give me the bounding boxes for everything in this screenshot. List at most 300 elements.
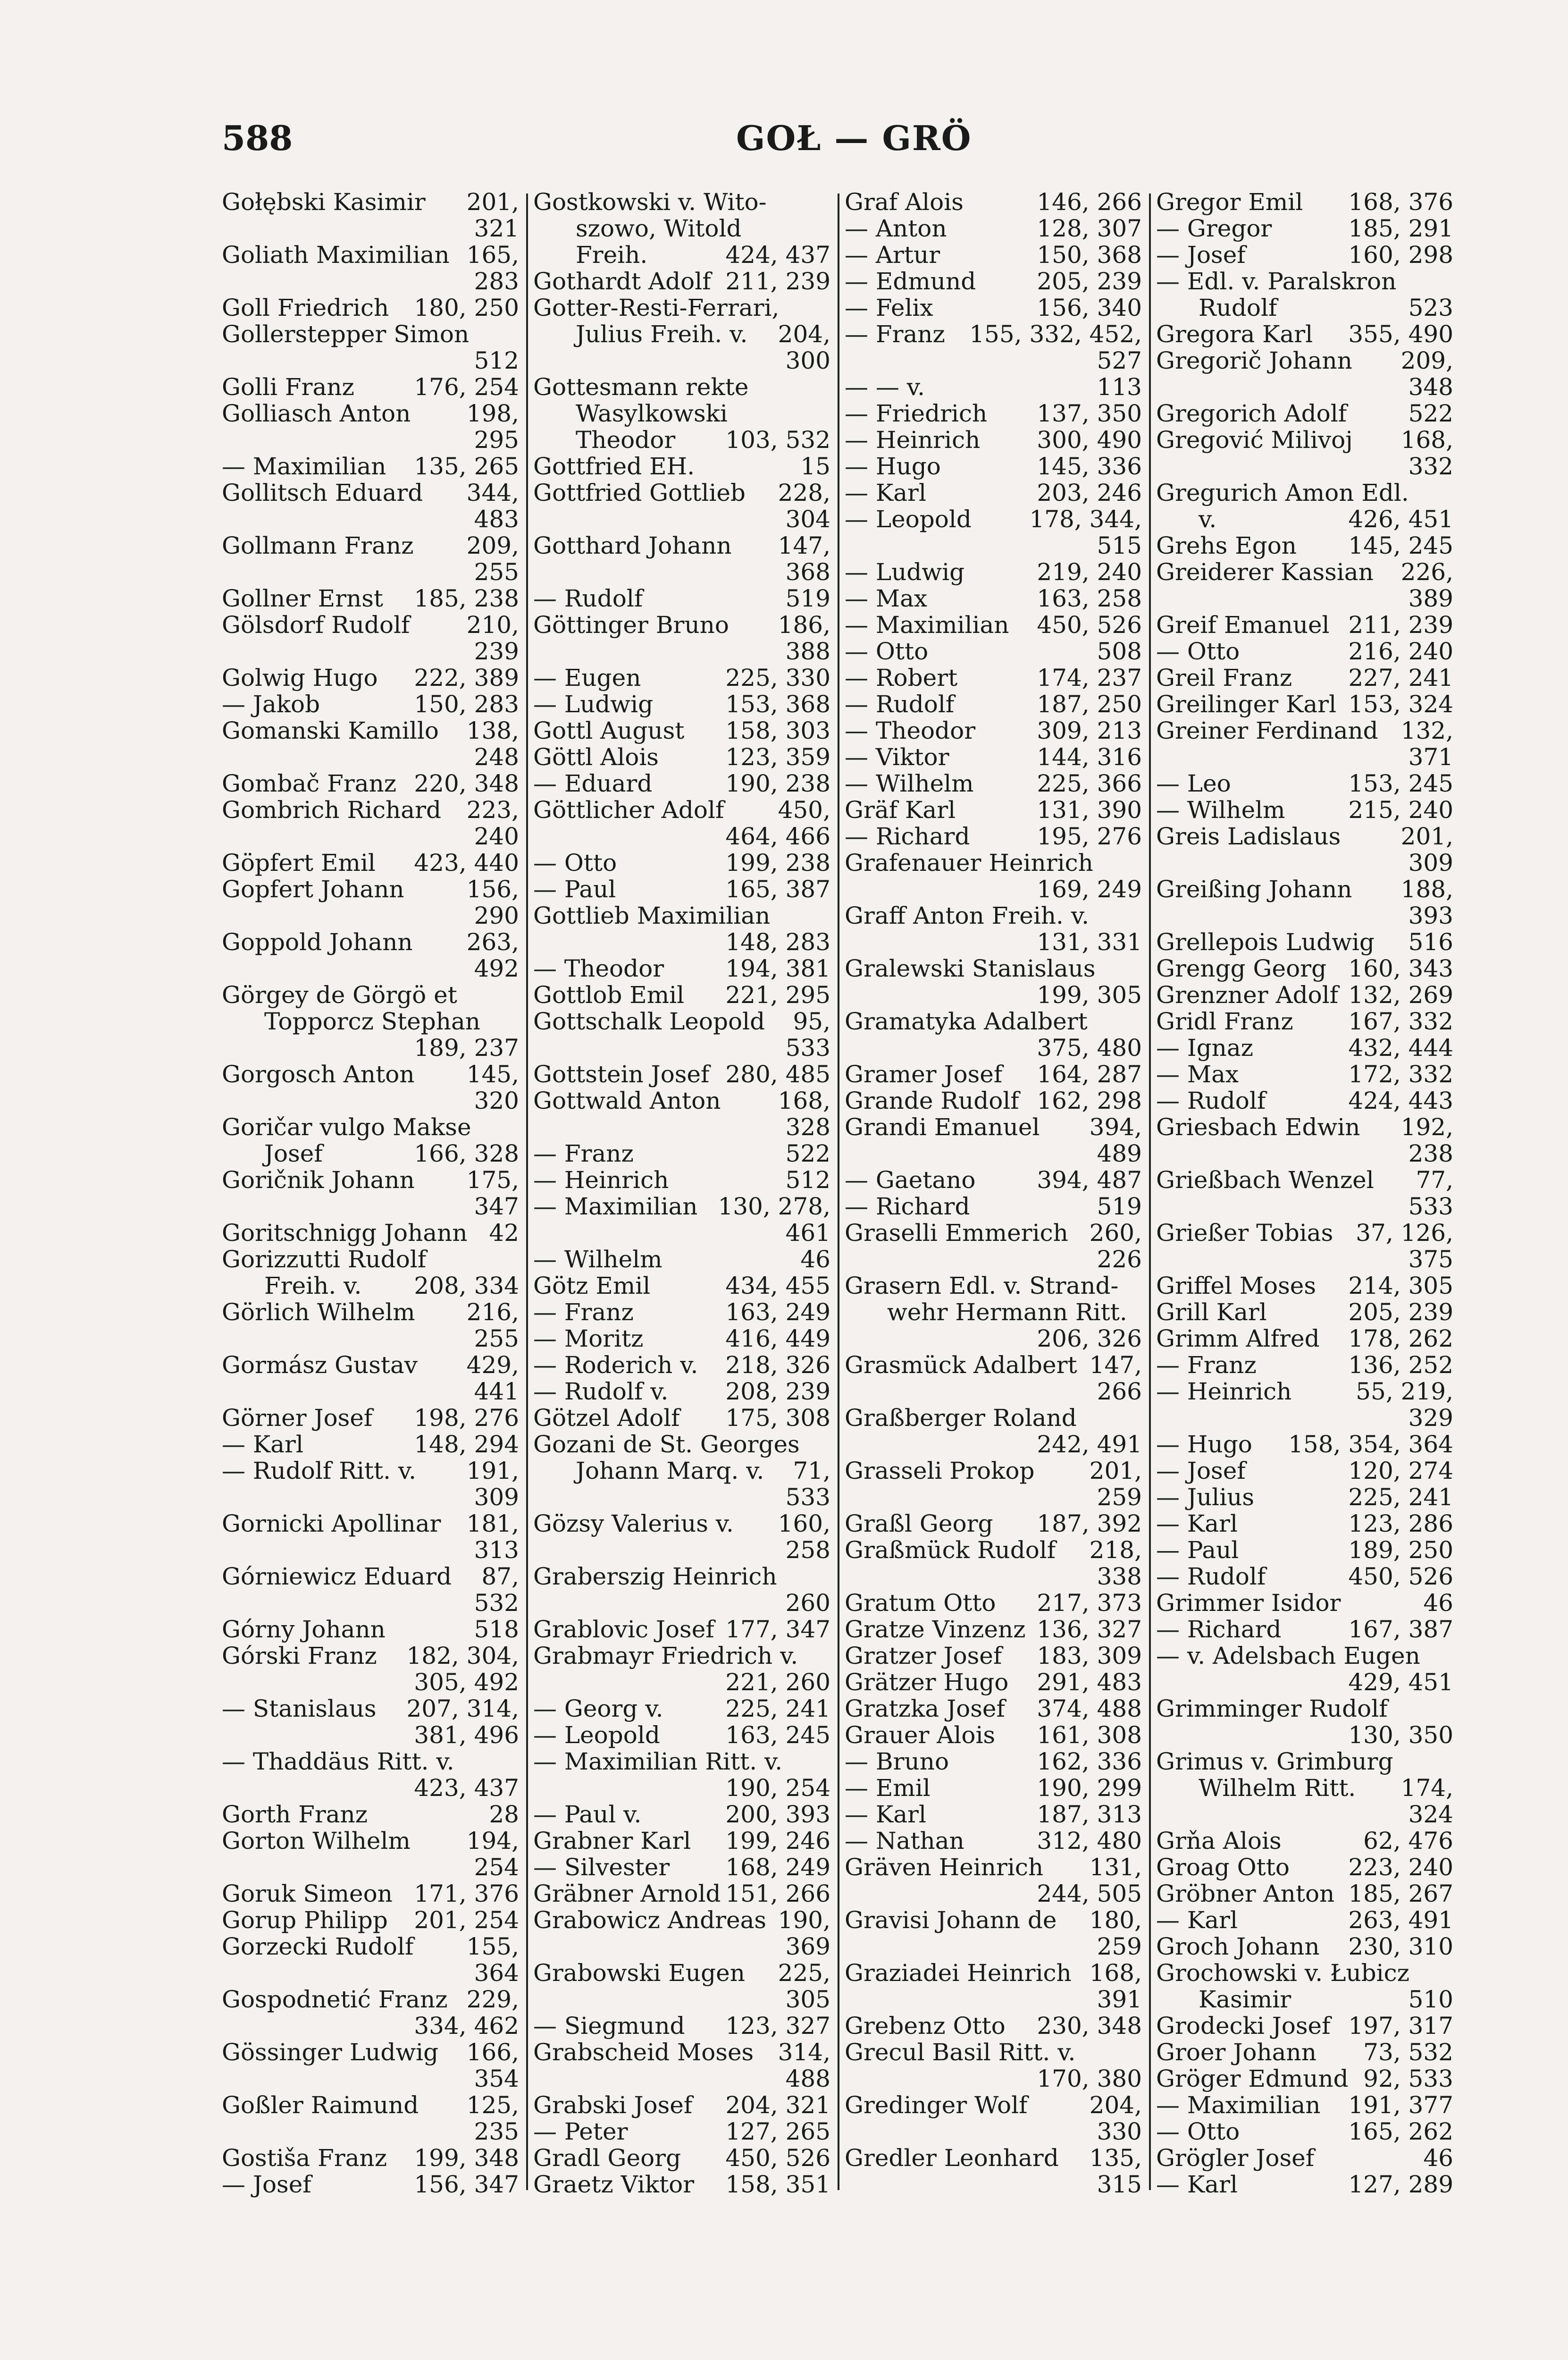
index-entry — [845, 1695, 1147, 1722]
entry-pages: 214, 305 — [1348, 1272, 1453, 1299]
entry-pages: 55, 219, — [1356, 1378, 1453, 1405]
index-entry — [222, 532, 524, 559]
index-entry — [845, 559, 1147, 585]
entry-name: — Felix — [845, 294, 933, 321]
entry-pages: 185, 267 — [1348, 1880, 1453, 1907]
entry-name: — Hugo — [845, 453, 941, 480]
index-entry — [1156, 1986, 1458, 2013]
entry-name: Greiner Ferdinand — [1156, 717, 1378, 744]
entry-name: — Silvester — [533, 1854, 670, 1881]
entry-name: — Hugo — [1156, 1431, 1252, 1458]
entry-pages: 197, 317 — [1348, 2012, 1453, 2040]
index-entry — [845, 929, 1147, 955]
index-entry — [1156, 189, 1458, 215]
index-entry — [845, 1087, 1147, 1114]
entry-name: Gregorič Johann — [1156, 347, 1352, 374]
entry-name: Görlich Wilhelm — [222, 1298, 415, 1326]
index-entry — [533, 1828, 835, 1854]
entry-pages: 230, 310 — [1348, 1933, 1453, 1960]
index-entry — [222, 1828, 524, 1854]
entry-pages: 164, 287 — [1037, 1061, 1142, 1088]
entry-name: — Paul — [1156, 1536, 1239, 1564]
entry-name: Graberszig Heinrich — [533, 1563, 777, 1590]
index-entry — [845, 585, 1147, 612]
index-entry — [222, 268, 524, 295]
entry-pages: 168, — [778, 1087, 830, 1114]
entry-pages: 512 — [474, 347, 519, 374]
index-entry — [845, 1933, 1147, 1960]
entry-name: Gottschalk Leopold — [533, 1008, 765, 1035]
entry-name: — Julius — [1156, 1483, 1254, 1511]
entry-pages: 209, — [466, 532, 519, 559]
entry-pages: 15 — [800, 453, 830, 480]
entry-pages: 219, 240 — [1037, 558, 1142, 586]
index-entry — [1156, 955, 1458, 982]
index-column-4 — [1156, 189, 1458, 2209]
index-entry — [845, 1801, 1147, 1828]
index-entry — [222, 1669, 524, 1695]
index-entry — [533, 1325, 835, 1352]
index-entry — [845, 1960, 1147, 1986]
entry-pages: 168, — [1400, 426, 1453, 454]
entry-pages: 200, 393 — [725, 1801, 830, 1828]
index-entry — [845, 374, 1147, 400]
entry-pages: 225, 330 — [725, 664, 830, 691]
index-column-2 — [533, 189, 835, 2209]
entry-pages: 222, 389 — [414, 664, 519, 691]
index-entry — [1156, 295, 1458, 321]
entry-name: — Karl — [845, 1801, 926, 1828]
entry-name: Josef — [264, 1140, 323, 1167]
entry-pages: 144, 316 — [1037, 743, 1142, 771]
index-entry — [1156, 453, 1458, 480]
entry-name: — Josef — [1156, 241, 1246, 269]
entry-pages: 393 — [1408, 902, 1453, 929]
index-entry — [845, 1193, 1147, 1220]
entry-pages: 172, 332 — [1348, 1061, 1453, 1088]
index-entry — [533, 1616, 835, 1643]
entry-pages: 364 — [474, 1959, 519, 1987]
entry-pages: 242, 491 — [1037, 1431, 1142, 1458]
entry-name: — Friedrich — [845, 400, 988, 427]
entry-name: Goll Friedrich — [222, 294, 389, 321]
entry-name: Graetz Viktor — [533, 2171, 695, 2198]
index-entry — [1156, 823, 1458, 850]
index-entry — [222, 2065, 524, 2092]
entry-name: Gollitsch Eduard — [222, 479, 423, 506]
index-entry — [533, 744, 835, 770]
entry-pages: 71, — [793, 1457, 830, 1484]
entry-name: Gottstein Josef — [533, 1061, 710, 1088]
index-entry — [1156, 506, 1458, 532]
entry-pages: 259 — [1097, 1933, 1142, 1960]
index-entry — [533, 876, 835, 902]
entry-name: — Peter — [533, 2118, 628, 2145]
entry-name: Griffel Moses — [1156, 1272, 1316, 1299]
entry-pages: 216, 240 — [1348, 638, 1453, 665]
entry-pages: 432, 444 — [1348, 1034, 1453, 1062]
entry-name: — Viktor — [845, 743, 949, 771]
index-entry — [1156, 215, 1458, 242]
entry-name: — Ludwig — [533, 691, 654, 718]
index-entry — [1156, 427, 1458, 453]
index-entry — [222, 1484, 524, 1510]
entry-name: Goričnik Johann — [222, 1166, 415, 1194]
index-entry — [845, 215, 1147, 242]
entry-pages: 290 — [474, 902, 519, 929]
entry-pages: 168, — [1089, 1959, 1142, 1987]
index-entry — [533, 797, 835, 823]
entry-name: Grandi Emanuel — [845, 1113, 1040, 1141]
index-entry — [222, 242, 524, 268]
index-entry — [222, 1590, 524, 1616]
entry-pages: 488 — [785, 2065, 830, 2092]
index-entry — [222, 1246, 524, 1273]
entry-name: — Otto — [1156, 2118, 1240, 2145]
entry-pages: 266 — [1097, 1378, 1142, 1405]
entry-name: Gridl Franz — [1156, 1008, 1293, 1035]
entry-name: Grimus v. Grimburg — [1156, 1748, 1393, 1775]
entry-pages: 533 — [1408, 1193, 1453, 1220]
entry-pages: 167, 332 — [1348, 1008, 1453, 1035]
index-entry — [1156, 1695, 1458, 1722]
entry-pages: 220, 348 — [414, 770, 519, 797]
index-entry — [533, 2065, 835, 2092]
entry-pages: 168, 376 — [1348, 188, 1453, 216]
index-entry — [845, 1722, 1147, 1748]
entry-name: — Rudolf — [1156, 1563, 1266, 1590]
index-entry — [1156, 1537, 1458, 1563]
entry-pages: 227, 241 — [1348, 664, 1453, 691]
index-entry — [533, 1273, 835, 1299]
index-entry — [533, 1643, 835, 1669]
entry-name: Gozani de St. Georges — [533, 1431, 800, 1458]
entry-pages: 131, — [1089, 1854, 1142, 1881]
index-entry — [222, 1563, 524, 1590]
entry-name: — Heinrich — [1156, 1378, 1292, 1405]
entry-name: Greiderer Kassian — [1156, 558, 1374, 586]
entry-name: — Siegmund — [533, 2012, 685, 2040]
index-entry — [845, 1510, 1147, 1537]
entry-pages: 375 — [1408, 1246, 1453, 1273]
entry-pages: 150, 283 — [414, 691, 519, 718]
entry-name: Gottfried Gottlieb — [533, 479, 746, 506]
entry-pages: 210, — [466, 611, 519, 639]
entry-pages: 348 — [1408, 373, 1453, 401]
index-entry — [845, 744, 1147, 770]
entry-pages: 189, 237 — [414, 1034, 519, 1062]
entry-pages: 300 — [785, 347, 830, 374]
index-entry — [845, 612, 1147, 638]
index-entry — [222, 2092, 524, 2118]
entry-name: Goliath Maximilian — [222, 241, 450, 269]
entry-pages: 211, 239 — [725, 268, 830, 295]
entry-pages: 450, 526 — [1348, 1563, 1453, 1590]
index-entry — [533, 215, 835, 242]
entry-name: — Otto — [1156, 638, 1240, 665]
entry-pages: 464, 466 — [725, 823, 830, 850]
index-entry — [222, 2013, 524, 2039]
index-entry — [1156, 1563, 1458, 1590]
index-entry — [1156, 1960, 1458, 1986]
entry-pages: 123, 327 — [725, 2012, 830, 2040]
entry-pages: 158, 354, 364 — [1288, 1431, 1453, 1458]
entry-pages: 165, 262 — [1348, 2118, 1453, 2145]
entry-pages: 309, 213 — [1037, 717, 1142, 744]
entry-name: Gostkowski v. Wito- — [533, 188, 767, 216]
entry-name: Grebenz Otto — [845, 2012, 1006, 2040]
index-entry — [845, 453, 1147, 480]
entry-pages: 160, 343 — [1348, 955, 1453, 982]
index-entry — [533, 1220, 835, 1246]
entry-pages: 194, 381 — [725, 955, 830, 982]
entry-pages: 332 — [1408, 453, 1453, 480]
entry-pages: 190, — [778, 1906, 830, 1934]
entry-name: Gregurich Amon Edl. — [1156, 479, 1409, 506]
index-entry — [1156, 374, 1458, 400]
column-divider — [526, 194, 528, 2190]
index-entry — [222, 506, 524, 532]
entry-name: Goßler Raimund — [222, 2091, 419, 2119]
entry-name: — Rudolf Ritt. v. — [222, 1457, 417, 1484]
entry-name: — Edmund — [845, 268, 976, 295]
index-entry — [222, 850, 524, 876]
index-entry — [1156, 1299, 1458, 1325]
index-entry — [533, 585, 835, 612]
page-number: 588 — [222, 118, 293, 158]
entry-pages: 150, 368 — [1037, 241, 1142, 269]
index-entry — [222, 374, 524, 400]
index-entry — [222, 1114, 524, 1140]
index-entry — [222, 1722, 524, 1748]
entry-pages: 120, 274 — [1348, 1457, 1453, 1484]
index-entry — [222, 797, 524, 823]
entry-pages: 461 — [785, 1219, 830, 1247]
entry-pages: 46 — [1423, 2144, 1453, 2172]
entry-pages: 190, 254 — [725, 1774, 830, 1802]
entry-name: Grabowicz Andreas — [533, 1906, 767, 1934]
entry-name: Gottlob Emil — [533, 981, 685, 1009]
entry-name: — Nathan — [845, 1827, 964, 1854]
index-entry — [845, 2145, 1147, 2171]
entry-name: Gregorich Adolf — [1156, 400, 1347, 427]
index-entry — [845, 347, 1147, 374]
index-entry — [1156, 1061, 1458, 1087]
entry-pages: 125, — [466, 2091, 519, 2119]
index-entry — [845, 1405, 1147, 1431]
index-entry — [533, 347, 835, 374]
entry-pages: 533 — [785, 1034, 830, 1062]
entry-pages: 309 — [474, 1483, 519, 1511]
entry-pages: 416, 449 — [725, 1325, 830, 1352]
entry-pages: 92, 533 — [1363, 2065, 1453, 2092]
entry-pages: 204, — [778, 320, 830, 348]
entry-pages: 329 — [1408, 1404, 1453, 1432]
entry-pages: 523 — [1408, 294, 1453, 321]
entry-name: Gollmann Franz — [222, 532, 414, 559]
index-entry — [533, 1537, 835, 1563]
entry-pages: 123, 286 — [1348, 1510, 1453, 1537]
entry-name: — Emil — [845, 1774, 931, 1802]
entry-name: — Maximilian — [1156, 2091, 1321, 2119]
index-entry — [222, 2118, 524, 2145]
entry-pages: 254 — [474, 1854, 519, 1881]
entry-name: Gornicki Apollinar — [222, 1510, 441, 1537]
entry-pages: 334, 462 — [414, 2012, 519, 2040]
entry-pages: 375, 480 — [1037, 1034, 1142, 1062]
index-entry — [1156, 1087, 1458, 1114]
entry-name: Rudolf — [1199, 294, 1277, 321]
entry-pages: 394, 487 — [1037, 1166, 1142, 1194]
index-entry — [222, 480, 524, 506]
index-entry — [1156, 1669, 1458, 1695]
entry-pages: 258 — [785, 1536, 830, 1564]
entry-pages: 175, 308 — [725, 1404, 830, 1432]
entry-name: — Franz — [533, 1298, 634, 1326]
entry-name: Grabmayr Friedrich v. — [533, 1642, 798, 1669]
entry-pages: 46 — [800, 1246, 830, 1273]
entry-name: — Thaddäus Ritt. v. — [222, 1748, 454, 1775]
entry-pages: 489 — [1097, 1140, 1142, 1167]
entry-pages: 198, — [466, 400, 519, 427]
entry-pages: 429, 451 — [1348, 1669, 1453, 1696]
entry-pages: 42 — [489, 1219, 519, 1247]
entry-name: — Franz — [1156, 1351, 1257, 1379]
entry-name: Greil Franz — [1156, 664, 1292, 691]
entry-pages: 203, 246 — [1037, 479, 1142, 506]
entry-name: — Richard — [845, 1193, 970, 1220]
index-entry — [533, 506, 835, 532]
index-entry — [1156, 242, 1458, 268]
entry-name: Gottwald Anton — [533, 1087, 721, 1114]
index-entry — [533, 638, 835, 665]
index-entry — [1156, 2145, 1458, 2171]
index-entry — [533, 691, 835, 717]
entry-pages: 260, — [1089, 1219, 1142, 1247]
entry-pages: 28 — [489, 1801, 519, 1828]
entry-pages: 163, 245 — [725, 1721, 830, 1749]
entry-pages: 177, 347 — [725, 1616, 830, 1643]
index-entry — [222, 982, 524, 1008]
index-entry — [533, 1722, 835, 1748]
entry-pages: 248 — [474, 743, 519, 771]
index-entry — [222, 1220, 524, 1246]
entry-pages: 321 — [474, 215, 519, 242]
index-entry — [845, 797, 1147, 823]
entry-pages: 145, 336 — [1037, 453, 1142, 480]
entry-pages: 185, 291 — [1348, 215, 1453, 242]
index-entry — [845, 1484, 1147, 1510]
entry-name: Grasseli Prokop — [845, 1457, 1035, 1484]
entry-name: Johann Marq. v. — [576, 1457, 764, 1484]
index-entry — [533, 1986, 835, 2013]
entry-name: — Gregor — [1156, 215, 1272, 242]
entry-pages: 244, 505 — [1037, 1880, 1142, 1907]
index-entry — [533, 1563, 835, 1590]
entry-pages: 168, 249 — [725, 1854, 830, 1881]
index-entry — [845, 532, 1147, 559]
index-entry — [845, 1748, 1147, 1775]
entry-pages: 136, 252 — [1348, 1351, 1453, 1379]
entry-name: Górniewicz Eduard — [222, 1563, 452, 1590]
entry-name: Gratzer Josef — [845, 1642, 1002, 1669]
index-entry — [222, 638, 524, 665]
index-entry — [222, 1960, 524, 1986]
entry-name: Gothardt Adolf — [533, 268, 711, 295]
entry-pages: 221, 295 — [725, 981, 830, 1009]
index-entry — [1156, 1748, 1458, 1775]
entry-name: Gorup Philipp — [222, 1906, 388, 1934]
entry-name: — Gaetano — [845, 1166, 976, 1194]
entry-pages: 185, 238 — [414, 585, 519, 612]
index-entry — [1156, 532, 1458, 559]
index-entry — [533, 1801, 835, 1828]
entry-pages: 190, 238 — [725, 770, 830, 797]
entry-pages: 320 — [474, 1087, 519, 1114]
entry-pages: 46 — [1423, 1589, 1453, 1617]
entry-pages: 188, — [1400, 876, 1453, 903]
entry-name: Gottl August — [533, 717, 685, 744]
entry-name: — Leopold — [533, 1721, 660, 1749]
entry-pages: 235 — [474, 2118, 519, 2145]
entry-pages: 189, 250 — [1348, 1536, 1453, 1564]
entry-pages: 208, 334 — [414, 1272, 519, 1299]
index-entry — [533, 427, 835, 453]
index-entry — [533, 2118, 835, 2145]
entry-name: — Moritz — [533, 1325, 644, 1352]
entry-pages: 508 — [1097, 638, 1142, 665]
entry-pages: 131, 390 — [1037, 796, 1142, 824]
index-entry — [533, 1140, 835, 1167]
entry-pages: 146, 266 — [1037, 188, 1142, 216]
index-entry — [222, 1775, 524, 1801]
index-entry — [533, 1907, 835, 1933]
index-entry — [1156, 1722, 1458, 1748]
entry-pages: 174, — [1400, 1774, 1453, 1802]
index-entry — [1156, 1273, 1458, 1299]
index-entry — [845, 1537, 1147, 1563]
entry-pages: 394, — [1089, 1113, 1142, 1141]
entry-pages: 194, — [466, 1827, 519, 1854]
entry-pages: 191, — [466, 1457, 519, 1484]
index-entry — [222, 1061, 524, 1087]
index-entry — [222, 453, 524, 480]
entry-pages: 522 — [1408, 400, 1453, 427]
entry-name: Goruk Simeon — [222, 1880, 393, 1907]
entry-name: Gregora Karl — [1156, 320, 1313, 348]
index-entry — [222, 1695, 524, 1722]
entry-name: Graßl Georg — [845, 1510, 993, 1537]
entry-pages: 354 — [474, 2065, 519, 2092]
entry-pages: 483 — [474, 506, 519, 533]
entry-name: — Georg v. — [533, 1695, 663, 1722]
index-entry — [1156, 400, 1458, 427]
entry-name: Grenzner Adolf — [1156, 981, 1339, 1009]
index-entry — [533, 1246, 835, 1273]
entry-name: Grätzer Hugo — [845, 1669, 1009, 1696]
index-entry — [222, 1008, 524, 1035]
entry-name: Gottesmann rekte — [533, 373, 749, 401]
entry-name: Golli Franz — [222, 373, 354, 401]
index-entry — [845, 480, 1147, 506]
index-entry — [222, 1986, 524, 2013]
entry-pages: 389 — [1408, 585, 1453, 612]
entry-name: — Karl — [1156, 1510, 1238, 1537]
index-entry — [222, 215, 524, 242]
entry-name: Graselli Emmerich — [845, 1219, 1068, 1247]
entry-pages: 145, 245 — [1348, 532, 1453, 559]
entry-name: — Franz — [533, 1140, 634, 1167]
